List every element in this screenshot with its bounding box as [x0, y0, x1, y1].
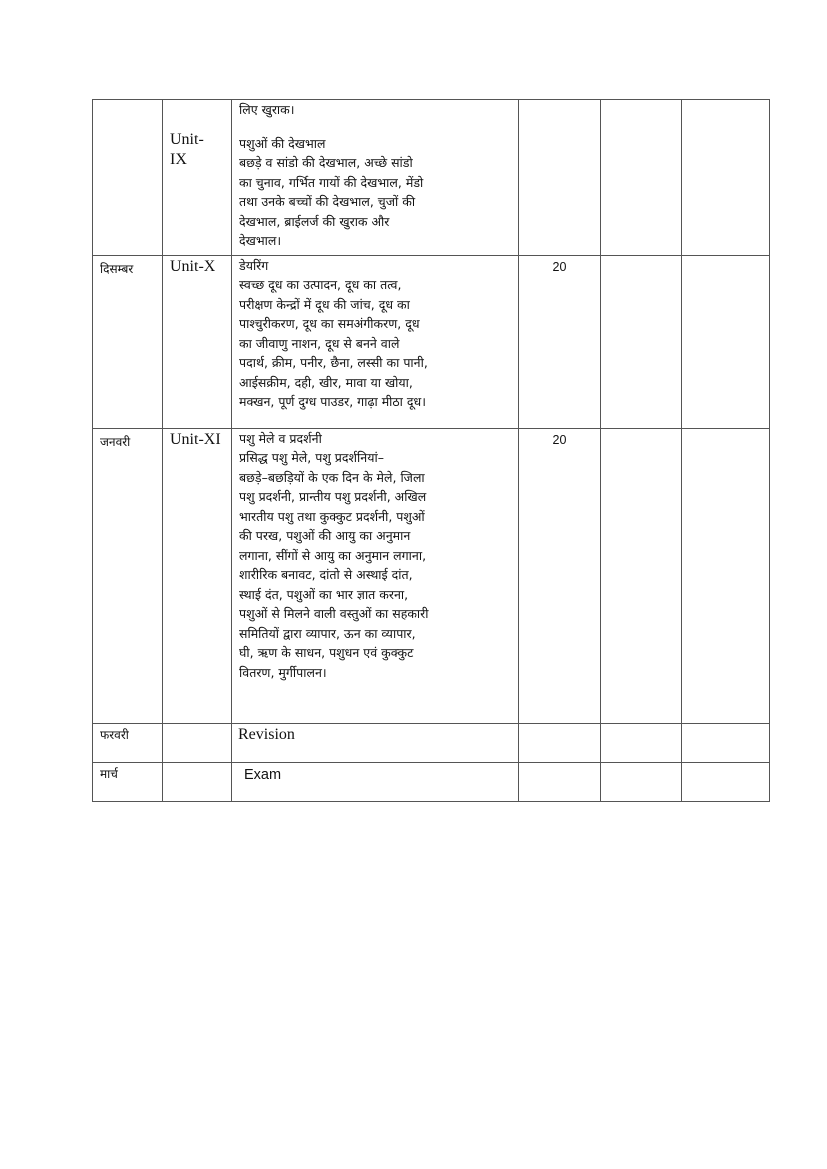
- unit-cell: [163, 428, 232, 723]
- content-line: देखभाल, ब्राईलर्ज की खुराक और: [239, 213, 390, 229]
- content-cell: [232, 762, 519, 801]
- marks-cell: [519, 428, 601, 723]
- table-row: [93, 428, 770, 723]
- content-line: स्थाई दंत, पशुओं का भार ज्ञात करना,: [239, 586, 409, 602]
- unit-cell: [163, 100, 232, 256]
- marks-value: 20: [552, 432, 567, 447]
- content-line: शारीरिक बनावट, दांतो से अस्थाई दांत,: [239, 567, 413, 582]
- syllabus-table: [92, 99, 770, 802]
- content-line: स्वच्छ दूध का उत्पादन, दूध का तत्व,: [239, 277, 402, 292]
- content-line: तथा उनके बच्चों की देखभाल, चुजों की: [239, 194, 416, 209]
- marks-cell: [519, 762, 601, 801]
- empty-cell: [682, 762, 770, 801]
- marks-cell: [519, 100, 601, 256]
- marks-cell: [519, 255, 601, 428]
- content-cell: [232, 100, 519, 256]
- content-line: मक्खन, पूर्ण दुग्ध पाउडर, गाढ़ा मीठा दूध।: [239, 394, 426, 409]
- content-line: लगाना, सींगों से आयु का अनुमान लगाना,: [239, 547, 427, 563]
- unit-label: Unit-XI: [170, 430, 221, 448]
- content-line: पदार्थ, क्रीम, पनीर, छैना, लस्सी का पानी,: [239, 355, 428, 370]
- content-cell: [232, 723, 519, 762]
- empty-cell: [601, 428, 682, 723]
- content-line: आईसक्रीम, दही, खीर, मावा या खोया,: [239, 374, 413, 390]
- content-heading: डेयरिंग: [239, 257, 269, 273]
- month-cell: [93, 255, 163, 428]
- month-label: जनवरी: [100, 434, 131, 449]
- empty-cell: [682, 100, 770, 256]
- marks-value: 20: [552, 259, 567, 274]
- content-line: की परख, पशुओं की आयु का अनुमान: [239, 528, 411, 543]
- month-cell: [93, 100, 163, 256]
- content-line: पाश्चुरीकरण, दूध का समअंगीकरण, दूध: [239, 316, 420, 331]
- unit-cell: [163, 255, 232, 428]
- content-heading: पशु मेले व प्रदर्शनी: [239, 430, 322, 446]
- unit-label: Unit-X: [170, 257, 216, 275]
- content-line: बछड़े–बछड़ियों के एक दिन के मेले, जिला: [239, 469, 425, 485]
- month-label: फरवरी: [100, 727, 129, 742]
- unit-cell: [163, 762, 232, 801]
- exam-label: Exam: [244, 766, 282, 783]
- content-cell: [232, 255, 519, 428]
- month-label: दिसम्बर: [100, 261, 134, 276]
- empty-cell: [601, 762, 682, 801]
- month-label: मार्च: [100, 766, 118, 781]
- content-heading: पशुओं की देखभाल: [239, 135, 326, 151]
- content-cell: [232, 428, 519, 723]
- table-row: [93, 255, 770, 428]
- content-line: पशुओं से मिलने वाली वस्तुओं का सहकारी: [239, 606, 429, 621]
- content-line: पशु प्रदर्शनी, प्रान्तीय पशु प्रदर्शनी, अखिल: [239, 489, 427, 504]
- content-line: प्रसिद्ध पशु मेले, पशु प्रदर्शनियां–: [239, 450, 384, 465]
- content-line: देखभाल।: [239, 233, 282, 248]
- revision-label: Revision: [238, 725, 295, 743]
- content-line: का जीवाणु नाशन, दूध से बनने वाले: [239, 335, 400, 351]
- content-text: [232, 100, 518, 255]
- content-line: घी, ऋण के साधन, पशुधन एवं कुक्कुट: [239, 645, 414, 660]
- content-line: बछड़े व सांडो की देखभाल, अच्छे सांडो: [239, 155, 413, 170]
- empty-cell: [682, 723, 770, 762]
- table-row: [93, 723, 770, 762]
- month-cell: [93, 428, 163, 723]
- empty-cell: [601, 723, 682, 762]
- content-text: [232, 429, 518, 687]
- empty-cell: [682, 255, 770, 428]
- content-line: समितियों द्वारा व्यापार, ऊन का व्यापार,: [239, 625, 416, 641]
- month-cell: [93, 762, 163, 801]
- unit-label: Unit- IX: [170, 131, 204, 168]
- table-row: [93, 762, 770, 801]
- content-line: का चुनाव, गर्भित गायों की देखभाल, मेंडो: [239, 174, 424, 190]
- empty-cell: [601, 100, 682, 256]
- content-line: वितरण, मुर्गीपालन।: [239, 664, 327, 680]
- content-text: [232, 256, 518, 416]
- table-row: [93, 100, 770, 256]
- content-line: परीक्षण केन्द्रों में दूध की जांच, दूध का: [239, 296, 410, 312]
- content-line: भारतीय पशु तथा कुक्कुट प्रदर्शनी, पशुओं: [239, 508, 425, 524]
- content-line: लिए खुराक।: [239, 102, 295, 117]
- unit-cell: [163, 723, 232, 762]
- empty-cell: [682, 428, 770, 723]
- month-cell: [93, 723, 163, 762]
- empty-cell: [601, 255, 682, 428]
- marks-cell: [519, 723, 601, 762]
